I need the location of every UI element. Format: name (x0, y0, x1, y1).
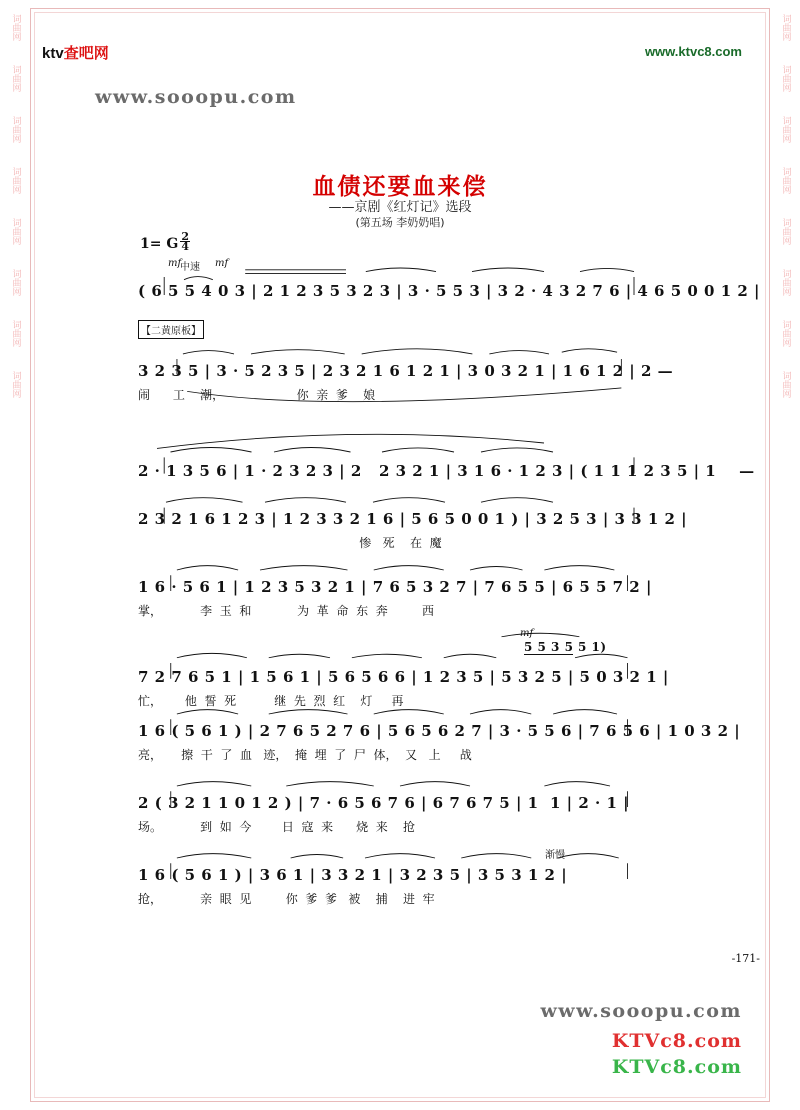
watermark-text: 词曲网 (10, 320, 21, 347)
score-system (0, 342, 800, 416)
time-signature-bottom: 4 (181, 240, 189, 253)
score-system (0, 628, 800, 708)
score-system (0, 250, 800, 320)
page-number: -171- (731, 952, 760, 965)
site-logo[interactable] (42, 42, 109, 63)
page-subtitle-secondary: (第五场 李奶奶唱) (355, 216, 445, 229)
banban-row (0, 320, 800, 342)
system-lyrics: 掌， 李 玉 和 为 革 命 东 奔 西 (138, 604, 435, 618)
dynamic-mark-mf: mf (215, 258, 229, 269)
system-lyrics: 亮， 擦 干 了 血 迹， 掩 埋 了 尸 体， 又 上 战 (138, 748, 472, 762)
site-url-top-center: www.sooopu.com (95, 86, 297, 108)
tempo-mark-sanman: 渐慢 (545, 850, 565, 861)
watermark-text: 词曲网 (780, 167, 791, 194)
time-signature (180, 232, 190, 251)
watermark-text: 词曲网 (780, 269, 791, 296)
site-url-bottom-green: KTVc8.com (611, 1056, 742, 1078)
score-body (0, 250, 800, 916)
watermark-text: 词曲网 (10, 371, 21, 398)
site-url-bottom-red: KTVc8.com (611, 1030, 742, 1052)
watermark-text: 词曲网 (780, 218, 791, 245)
watermark-text: 词曲网 (10, 218, 21, 245)
score-system (0, 700, 800, 772)
system-lyrics: 忙， 他 誓 死 继 先 烈 红 灯 再 (138, 694, 404, 708)
page-title: 血债还要血来偿 (312, 174, 488, 200)
system-lyrics: 闹 工 潮， 你 亲 爹 娘 (138, 388, 376, 402)
banban-label: 【二黄原板】 (138, 320, 204, 339)
system-notes-ornament-tail: 5 1) (578, 640, 607, 654)
key-signature-label: 1= G (140, 236, 179, 252)
system-lyrics: 场。 到 如 今 日 寇 来 烧 来 抢 (138, 820, 415, 834)
watermark-text: 词曲网 (10, 65, 21, 92)
system-notes: 2 3 2 1 6 1 2 3 | 1 2 3 3 2 1 6 | 5 6 5 0 0 1 ) | 3 2 5 3 | 3 3 1 2 | (138, 510, 688, 528)
site-logo-cn: 查吧网 (63, 45, 109, 62)
watermark-text: 词曲网 (10, 14, 21, 41)
system-lyrics: 惨 死 在 魔 (138, 536, 442, 550)
watermark-text: 词曲网 (10, 269, 21, 296)
site-logo-latin: ktv (42, 45, 64, 62)
system-lyrics: 抢， 亲 眼 见 你 爹 爹 被 捕 进 牢 (138, 892, 435, 906)
system-notes: 3 2 3 5 | 3 · 5 2 3 5 | 2 3 2 1 6 1 2 1 | 3 0 3 2 1 | 1 6 1 2 | 2 — (138, 362, 674, 380)
score-system (0, 844, 800, 916)
score-system (0, 416, 800, 486)
time-signature-top: 2 (181, 230, 189, 243)
site-url-top-right: www.ktvc8.com (644, 44, 742, 59)
system-notes: 1 6 · 5 6 1 | 1 2 3 5 3 2 1 | 7 6 5 3 2 7 | 7 6 5 5 | 6 5 5 7 2 | (138, 578, 652, 596)
system-notes-ornament: 5 5 3 5 (524, 640, 574, 654)
tempo-mark-zhongsu: 中速 (180, 262, 200, 273)
watermark-text: 词曲网 (10, 167, 21, 194)
watermark-text: 词曲网 (780, 65, 791, 92)
watermark-text: 词曲网 (780, 14, 791, 41)
key-signature (140, 232, 190, 252)
watermark-text: 词曲网 (780, 116, 791, 143)
score-system (0, 486, 800, 556)
score-system (0, 772, 800, 844)
watermark-text: 词曲网 (780, 320, 791, 347)
dynamic-mark-mf: mf (168, 258, 182, 269)
site-url-bottom: www.sooopu.com (540, 1000, 742, 1022)
page-subtitle: ——京剧《红灯记》选段 (328, 200, 472, 215)
system-notes: 1 6 ( 5 6 1 ) | 3 6 1 | 3 3 2 1 | 3 2 3 5 | 3 5 3 1 2 | (138, 866, 568, 884)
dynamic-mark-mf: mf (520, 628, 534, 639)
watermark-text: 词曲网 (10, 116, 21, 143)
score-system (0, 556, 800, 628)
system-notes: ( 6 5 5 4 0 3 | 2 1 2 3 5 3 2 3 | 3 · 5 5 3 | 3 2 · 4 3 2 7 6 | 4 6 5 0 0 1 2 | (138, 282, 760, 300)
system-notes: 2 ( 3 2 1 1 0 1 2 ) | 7 · 6 5 6 7 6 | 6 7 6 7 5 | 1 1 | 2 · 1 | (138, 794, 630, 812)
system-notes: 2 · 1 3 5 6 | 1 · 2 3 2 3 | 2 2 3 2 1 | 3 1 6 · 1 2 3 | ( 1 1 1 2 3 5 | 1 — (138, 462, 755, 480)
system-notes: 7 2 7 6 5 1 | 1 5 6 1 | 5 6 5 6 6 | 1 2 3 5 | 5 3 2 5 | 5 0 3 2 1 | (138, 668, 669, 686)
system-notes: 1 6 ( 5 6 1 ) | 2 7 6 5 2 7 6 | 5 6 5 6 2 7 | 3 · 5 5 6 | 7 6 5 6 | 1 0 3 2 | (138, 722, 741, 740)
watermark-text: 词曲网 (780, 371, 791, 398)
